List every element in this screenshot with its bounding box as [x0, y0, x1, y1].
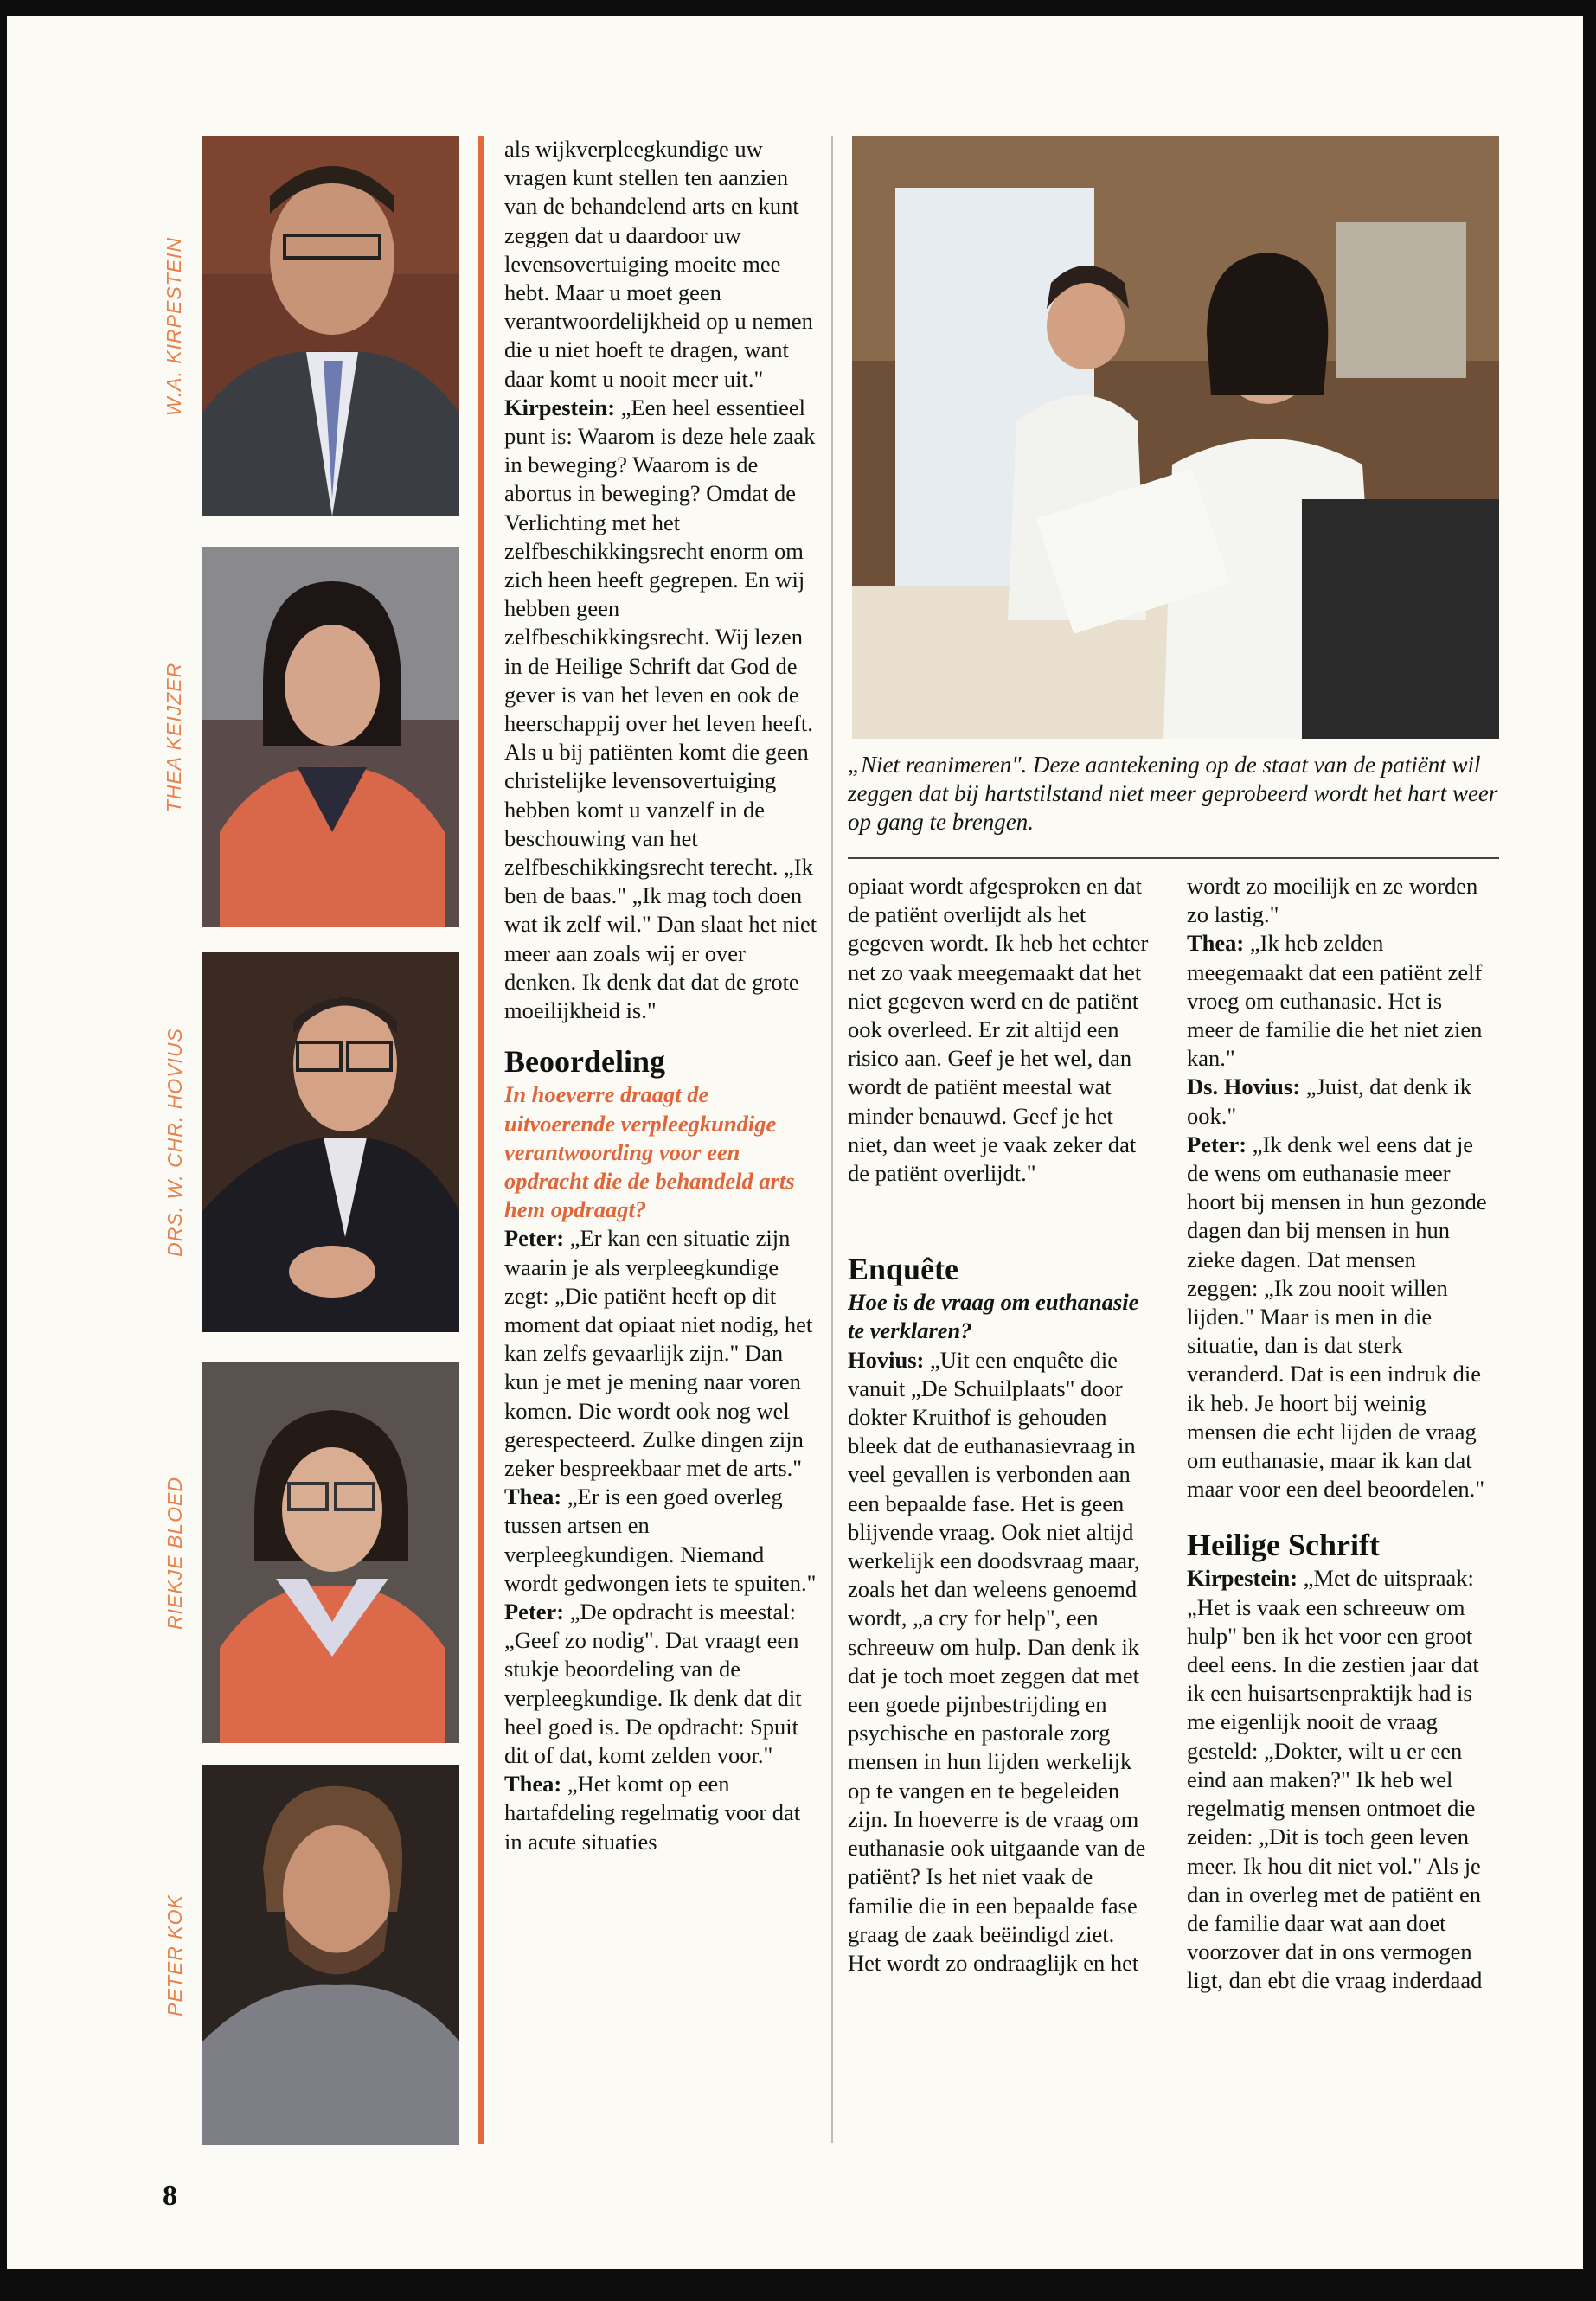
paragraph: wordt zo moeilijk en ze worden zo lastig.": [1187, 873, 1478, 928]
paragraph: [504, 1224, 820, 1483]
speaker-label: Peter:: [504, 1598, 565, 1625]
speaker-label: Thea:: [1187, 930, 1245, 957]
speaker-label: Peter:: [1187, 1131, 1247, 1157]
speaker-text: „Juist, dat denk ik ook.": [1187, 1074, 1472, 1129]
portrait-kirpestein-photo: [202, 136, 459, 516]
section-heading: Beoordeling: [504, 1044, 665, 1080]
column-divider: [831, 136, 833, 2143]
paragraph: [504, 1483, 820, 1598]
speaker-label: Thea:: [504, 1484, 562, 1510]
name-label-riekje: RIEKJE BLOED: [163, 1476, 186, 1630]
page-number: 8: [163, 2180, 177, 2212]
caption-divider: [848, 857, 1499, 859]
name-label-kirpestein: W.A. KIRPESTEIN: [163, 236, 186, 416]
photo-caption: „Niet reanimeren". Deze aantekening op de staat van de patiënt wil zeggen dat bij hartstilstand niet meer geprobeerd wordt het hart weer op gang te brengen.: [848, 752, 1498, 835]
paragraph: [1187, 1073, 1491, 1130]
section-heading: Heilige Schrift: [1187, 1528, 1380, 1563]
portrait-thea-photo: [202, 547, 459, 927]
section-heading: Enquête: [848, 1252, 959, 1287]
article-column-3: [1187, 872, 1491, 1996]
question: In hoeverre draagt de uitvoerende verpleegkundige verantwoording voor een opdracht die de behandeld arts hem opdraagt?: [504, 1081, 795, 1223]
speaker-label: Kirpestein:: [504, 394, 616, 420]
paragraph: [1187, 929, 1491, 1073]
speaker-label: Peter:: [504, 1225, 565, 1252]
portrait-peter-photo: [202, 1765, 459, 2145]
paragraph: als wijkverpleegkundige uw vragen kunt stellen ten aanzien van de behandelend arts en kunt zeggen dat u daardoor uw levensovertuiging moeite mee hebt. Maar u moet geen verantwoordelijkheid op u nemen die u niet hoeft te dragen, want daar komt u nooit meer uit.": [504, 136, 813, 392]
speaker-text: „Ik denk wel eens dat je de wens om euthanasie meer hoort bij mensen in hun gezonde dagen dan bij mensen in hun zieke dagen. Dat mensen zeggen: „Ik zou nooit willen lijden." Maar is men in die situatie, dan is dat sterk veranderd. Dat is een indruk die ik heb. Je hoort bij weinig mensen die echt lijden de vraag om euthanasie, maar ik kan dat maar voor een deel beoordelen.": [1187, 1131, 1487, 1503]
portrait-hovius-photo: [202, 952, 459, 1332]
article-column-1: [504, 135, 820, 1856]
paragraph: [504, 1770, 820, 1856]
speaker-label: Hovius:: [848, 1346, 925, 1373]
speaker-text: „De opdracht is meestal: „Geef zo nodig". Dat vraagt een stukje beoordeling van de verpleegkundige. Ik denk dat dit heel goed is. De opdracht: Spuit dit of dat, komt zelden voor.": [504, 1598, 802, 1768]
speaker-text: „Er kan een situatie zijn waarin je als verpleegkundige zegt: „Die patiënt heeft op dit moment dat opiaat niet nodig, het kan zelfs gevaarlijk zijn." Dan kun je met je mening naar voren komen. Die wordt ook nog wel gerespecteerd. Zulke dingen zijn zeker bespreekbaar met de arts.": [504, 1225, 813, 1481]
nurses-at-bedside-photo: [852, 136, 1499, 739]
paragraph: [1187, 1564, 1491, 1995]
accent-rule: [478, 136, 484, 2144]
paragraph: [1187, 1131, 1491, 1504]
paragraph: [848, 1346, 1152, 1977]
speaker-text: „Een heel essentieel punt is: Waarom is deze hele zaak in beweging? Waarom is de abortus in beweging? Omdat de Verlichting met het zelfbeschikkingsrecht enorm om zich heen heeft gegrepen. En wij hebben geen zelfbeschikkingsrecht. Wij lezen in de Heilige Schrift dat God de gever is van het leven en ook de heerschappij over het leven heeft. Als u bij patiënten komt die geen christelijke levensovertuiging hebben komt u vanzelf in de beschouwing van het zelfbeschikkingsrecht terecht. „Ik ben de baas." „Ik mag toch doen wat ik zelf wil." Dan slaat het niet meer aan zoals wij er over denken. Ik denk dat dat de grote moeilijkheid is.": [504, 394, 817, 1024]
speaker-label: Thea:: [504, 1771, 562, 1798]
question: Hoe is de vraag om euthanasie te verklaren?: [848, 1289, 1139, 1344]
speaker-text: „Het komt op een hartafdeling regelmatig voor dat in acute situaties: [504, 1771, 801, 1855]
portrait-riekje-photo: [202, 1362, 459, 1743]
article-column-2: [848, 872, 1152, 1977]
speaker-text: „Ik heb zelden meegemaakt dat een patiënt zelf vroeg om euthanasie. Het is meer de familie die het niet zien kan.": [1187, 930, 1483, 1072]
name-label-peter: PETER KOK: [163, 1894, 186, 2016]
speaker-label: Ds. Hovius:: [1187, 1074, 1301, 1100]
paragraph: [504, 1598, 820, 1770]
name-label-thea: THEA KEIJZER: [163, 662, 186, 812]
speaker-text: „Met de uitspraak: „Het is vaak een schreeuw om hulp" ben ik het voor een groot deel eens. In die zestien jaar dat ik een huisartsenpraktijk had is me eigenlijk nooit de vraag gesteld: „Dokter, wilt u er een eind aan maken?" Ik heb wel regelmatig mensen ontmoet die zeiden: „Dit is toch geen leven meer. Ik hou dit niet vol." Als je dan in overleg met de patiënt en de familie daar wat aan doet voorzover dat in ons vermogen ligt, dan ebt die vraag inderdaad: [1187, 1565, 1483, 1994]
speaker-text: „Er is een goed overleg tussen artsen en verpleegkundigen. Niemand wordt gedwongen iets te spuiten.": [504, 1484, 817, 1596]
paragraph: opiaat wordt afgesproken en dat de patiënt overlijdt als het gegeven wordt. Ik heb het echter net zo vaak meegemaakt dat het niet gegeven werd en de patiënt ook overleed. Er zit altijd een risico aan. Geef je het wel, dan wordt de patiënt meestal wat minder benauwd. Geef je het niet, dan weet je vaak zeker dat de patiënt overlijdt.": [848, 873, 1149, 1187]
speaker-label: Kirpestein:: [1187, 1565, 1298, 1592]
name-label-hovius: DRS. W. CHR. HOVIUS: [163, 1027, 186, 1257]
paragraph: [504, 394, 820, 1025]
speaker-text: „Uit een enquête die vanuit „De Schuilplaats" door dokter Kruithof is gehouden bleek dat de euthanasievraag in veel gevallen is verbonden aan een bepaalde fase. Het is geen blijvende vraag. Ook niet altijd werkelijk een doodsvraag maar, zoals het dan weleens genoemd wordt, „a cry for help", een schreeuw om hulp. Dan denk ik dat je toch moet zeggen dat met een goede pijnbestrijding en psychische en pastorale zorg mensen in hun lijden werkelijk op te vangen en te begeleiden zijn. In hoeverre is de vraag om euthanasie ook uitgaande van de patiënt? Is het niet vaak de familie die in een bepaalde fase graag de zaak beëindigd ziet. Het wordt zo ondraaglijk en het: [848, 1346, 1146, 1976]
